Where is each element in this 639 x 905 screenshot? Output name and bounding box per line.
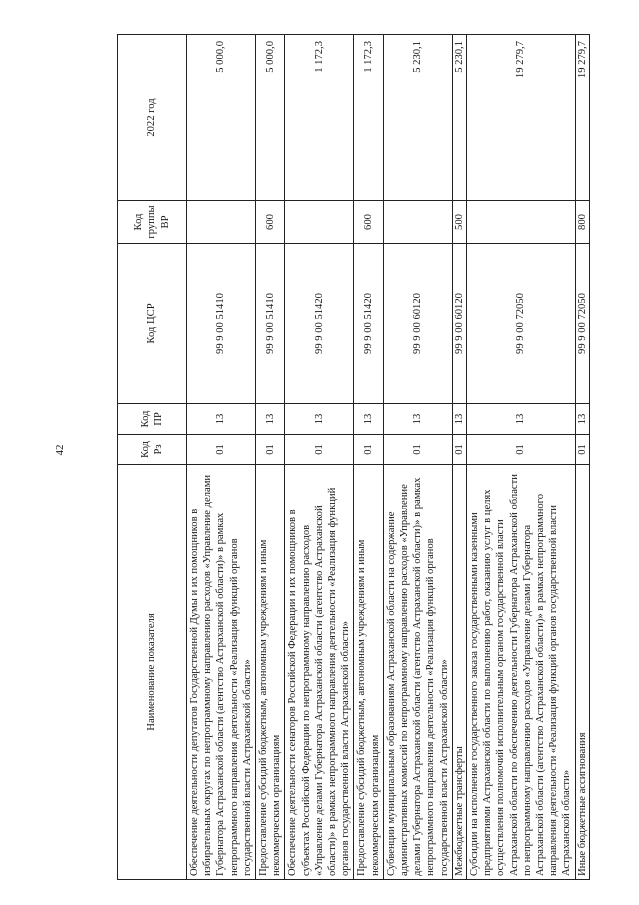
header-year: 2022 год (118, 35, 187, 201)
row-rz: 01 (354, 435, 383, 465)
row-name: Межбюджетные трансферты (452, 465, 466, 880)
row-rz: 01 (256, 435, 285, 465)
row-csr: 99 9 00 51410 (187, 244, 256, 404)
row-name: Обеспечение деятельности сенаторов Российской Федерации и их помощников в субъектах Российской Федерации по непрограммному направлению расходов «Управление делами Губернатора Астраханской области (агентство Астраханской области)» в рамках непрограммного направления деятельности «Реализация функций органов государственной власти Астраханской области» (285, 465, 354, 880)
row-name: Иные бюджетные ассигнования (575, 465, 589, 880)
row-name: Предоставление субсидий бюджетным, автономным учреждениям и иным некоммерческим организациям (256, 465, 285, 880)
table-row (452, 35, 466, 880)
row-vr (467, 201, 576, 244)
row-rz: 01 (467, 435, 576, 465)
header-pr: Код ПР (118, 404, 187, 435)
row-rz: 01 (187, 435, 256, 465)
header-vr: Код группы ВР (118, 201, 187, 244)
rotated-table-container (117, 35, 622, 880)
table-row (467, 35, 576, 880)
row-pr: 13 (467, 404, 576, 435)
row-rz: 01 (575, 435, 589, 465)
row-value: 1 172,3 (285, 35, 354, 201)
row-vr: 800 (575, 201, 589, 244)
header-rz: Код Рз (118, 435, 187, 465)
row-csr: 99 9 00 72050 (467, 244, 576, 404)
row-rz: 01 (383, 435, 452, 465)
row-pr: 13 (575, 404, 589, 435)
table-row (575, 35, 589, 880)
row-value: 19 279,7 (467, 35, 576, 201)
table-row (383, 35, 452, 880)
row-csr: 99 9 00 72050 (575, 244, 589, 404)
row-value: 19 279,7 (575, 35, 589, 201)
row-value: 5 000,0 (256, 35, 285, 201)
row-vr: 600 (354, 201, 383, 244)
row-csr: 99 9 00 51410 (256, 244, 285, 404)
table-row (354, 35, 383, 880)
row-value: 5 000,0 (187, 35, 256, 201)
row-vr: 500 (452, 201, 466, 244)
row-pr: 13 (285, 404, 354, 435)
row-pr: 13 (383, 404, 452, 435)
row-pr: 13 (187, 404, 256, 435)
page-number: 42 (54, 444, 66, 456)
row-name: Субвенции муниципальным образованиям Астраханской области на содержание административных комиссий по непрограммному направлению расходов «Управление делами Губернатора Астраханской области (агентство Астраханской области)» в рамках непрограммного направления деятельности «Реализация функций органов государственной власти Астраханской области» (383, 465, 452, 880)
table-row (285, 35, 354, 880)
row-rz: 01 (285, 435, 354, 465)
row-pr: 13 (354, 404, 383, 435)
header-csr: Код ЦСР (118, 244, 187, 404)
row-name: Субсидии на исполнение государственного заказа государственными казенными предприятиями Астраханской области по выполнению работ, оказанию услуг в целях осуществления полномочий исполнительным органом государственной власти Астраханской области по обеспечению деятельности Губернатора Астраханской области по непрограммному направлению расходов «Управление делами Губернатора Астраханской области (агентство Астраханской области)» в рамках непрограммного направления деятельности «Реализация функций органов государственной власти Астраханской области» (467, 465, 576, 880)
row-csr: 99 9 00 51420 (285, 244, 354, 404)
table-row (187, 35, 256, 880)
row-value: 5 230,1 (383, 35, 452, 201)
row-vr: 600 (256, 201, 285, 244)
row-name: Обеспечение деятельности депутатов Государственной Думы и их помощников в избирательных округах по непрограммному направлению расходов «Управление делами Губернатора Астраханской области (агентство Астраханской области)» в рамках непрограммного направления деятельности «Реализация функций органов государственной власти Астраханской области» (187, 465, 256, 880)
row-name: Предоставление субсидий бюджетным, автономным учреждениям и иным некоммерческим организациям (354, 465, 383, 880)
row-csr: 99 9 00 51420 (354, 244, 383, 404)
row-pr: 13 (256, 404, 285, 435)
row-csr: 99 9 00 60120 (383, 244, 452, 404)
budget-table (117, 34, 590, 880)
row-csr: 99 9 00 60120 (452, 244, 466, 404)
row-vr (383, 201, 452, 244)
row-value: 1 172,3 (354, 35, 383, 201)
row-vr (285, 201, 354, 244)
row-value: 5 230,1 (452, 35, 466, 201)
header-row (118, 35, 187, 880)
header-name: Наименование показателя (118, 465, 187, 880)
row-pr: 13 (452, 404, 466, 435)
row-vr (187, 201, 256, 244)
table-row (256, 35, 285, 880)
row-rz: 01 (452, 435, 466, 465)
